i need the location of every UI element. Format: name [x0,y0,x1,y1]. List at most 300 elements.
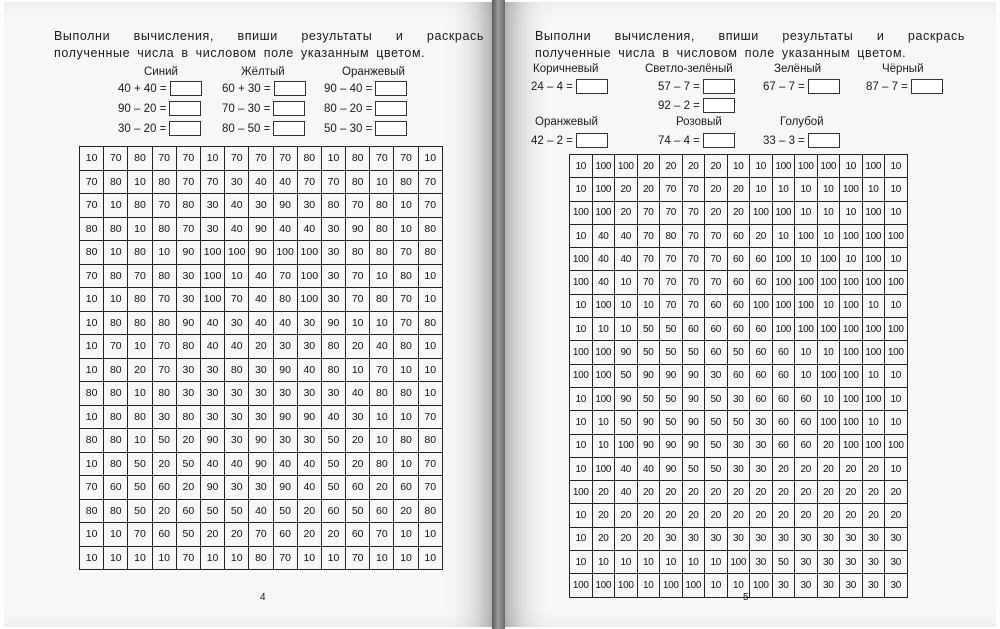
grid-cell[interactable]: 70 [273,264,297,288]
grid-cell[interactable]: 80 [104,452,128,476]
grid-cell[interactable]: 80 [128,405,152,429]
grid-cell[interactable]: 10 [128,335,152,359]
grid-cell[interactable]: 70 [418,476,442,500]
grid-cell[interactable]: 60 [795,411,818,434]
grid-cell[interactable]: 10 [840,248,863,271]
grid-cell[interactable]: 30 [817,574,840,597]
grid-cell[interactable]: 100 [840,294,863,317]
grid-cell[interactable]: 60 [727,294,750,317]
grid-cell[interactable]: 30 [200,194,224,218]
grid-cell[interactable]: 30 [682,527,705,550]
grid-cell[interactable]: 10 [637,551,660,574]
grid-cell[interactable]: 80 [418,311,442,335]
grid-cell[interactable]: 40 [200,335,224,359]
grid-cell[interactable]: 100 [592,574,615,597]
grid-cell[interactable]: 100 [772,318,795,341]
grid-cell[interactable]: 100 [862,434,885,457]
grid-cell[interactable]: 50 [321,452,345,476]
grid-cell[interactable]: 80 [249,546,273,570]
grid-cell[interactable]: 20 [297,523,321,547]
grid-cell[interactable]: 90 [321,311,345,335]
grid-cell[interactable]: 50 [660,318,683,341]
grid-cell[interactable]: 20 [592,504,615,527]
grid-cell[interactable]: 100 [840,178,863,201]
grid-cell[interactable]: 30 [885,574,908,597]
grid-cell[interactable]: 10 [862,364,885,387]
grid-cell[interactable]: 100 [592,178,615,201]
grid-cell[interactable]: 100 [840,341,863,364]
grid-cell[interactable]: 100 [840,224,863,247]
grid-cell[interactable]: 50 [152,429,176,453]
grid-cell[interactable]: 70 [637,224,660,247]
grid-cell[interactable]: 80 [128,241,152,265]
grid-cell[interactable]: 10 [418,264,442,288]
grid-cell[interactable]: 20 [615,527,638,550]
grid-cell[interactable]: 80 [104,382,128,406]
grid-cell[interactable]: 10 [104,546,128,570]
grid-cell[interactable]: 40 [592,248,615,271]
grid-cell[interactable]: 100 [795,224,818,247]
grid-cell[interactable]: 10 [885,248,908,271]
grid-cell[interactable]: 80 [370,452,394,476]
grid-cell[interactable]: 30 [321,382,345,406]
grid-cell[interactable]: 80 [176,335,200,359]
grid-cell[interactable]: 10 [128,217,152,241]
grid-cell[interactable]: 10 [80,452,104,476]
grid-cell[interactable]: 80 [152,170,176,194]
grid-cell[interactable]: 100 [840,434,863,457]
grid-cell[interactable]: 100 [885,224,908,247]
grid-cell[interactable]: 80 [128,311,152,335]
grid-cell[interactable]: 10 [795,178,818,201]
answer-box[interactable] [170,81,202,96]
grid-cell[interactable]: 80 [321,335,345,359]
grid-cell[interactable]: 40 [273,311,297,335]
grid-cell[interactable]: 70 [637,201,660,224]
grid-cell[interactable]: 10 [727,574,750,597]
grid-cell[interactable]: 10 [394,405,418,429]
grid-cell[interactable]: 10 [570,318,593,341]
grid-cell[interactable]: 10 [772,178,795,201]
grid-cell[interactable]: 20 [817,434,840,457]
grid-cell[interactable]: 50 [637,387,660,410]
grid-cell[interactable]: 20 [840,481,863,504]
grid-cell[interactable]: 70 [80,476,104,500]
grid-cell[interactable]: 90 [637,411,660,434]
grid-cell[interactable]: 20 [840,457,863,480]
grid-cell[interactable]: 30 [297,382,321,406]
grid-cell[interactable]: 10 [772,224,795,247]
grid-cell[interactable]: 50 [772,551,795,574]
grid-cell[interactable]: 90 [346,217,370,241]
grid-cell[interactable]: 80 [80,429,104,453]
grid-cell[interactable]: 60 [705,341,728,364]
grid-cell[interactable]: 80 [394,264,418,288]
grid-cell[interactable]: 70 [152,335,176,359]
grid-cell[interactable]: 10 [885,411,908,434]
grid-cell[interactable]: 100 [772,248,795,271]
grid-cell[interactable]: 100 [750,201,773,224]
grid-cell[interactable]: 100 [592,155,615,178]
grid-cell[interactable]: 70 [152,288,176,312]
grid-cell[interactable]: 30 [321,241,345,265]
grid-cell[interactable]: 60 [772,387,795,410]
grid-cell[interactable]: 90 [200,476,224,500]
grid-cell[interactable]: 80 [321,358,345,382]
grid-cell[interactable]: 20 [637,155,660,178]
grid-cell[interactable]: 70 [660,178,683,201]
grid-cell[interactable]: 90 [660,364,683,387]
grid-cell[interactable]: 40 [615,481,638,504]
grid-cell[interactable]: 30 [817,527,840,550]
grid-cell[interactable]: 30 [772,527,795,550]
grid-cell[interactable]: 80 [346,241,370,265]
grid-cell[interactable]: 50 [660,411,683,434]
grid-cell[interactable]: 10 [80,311,104,335]
grid-cell[interactable]: 50 [705,387,728,410]
grid-cell[interactable]: 30 [750,411,773,434]
grid-cell[interactable]: 20 [615,201,638,224]
grid-cell[interactable]: 70 [682,224,705,247]
grid-cell[interactable]: 80 [370,217,394,241]
grid-cell[interactable]: 100 [570,364,593,387]
grid-cell[interactable]: 30 [297,335,321,359]
grid-cell[interactable]: 50 [346,499,370,523]
answer-box[interactable] [273,101,305,116]
grid-cell[interactable]: 20 [152,452,176,476]
grid-cell[interactable]: 30 [840,574,863,597]
grid-cell[interactable]: 10 [370,429,394,453]
grid-cell[interactable]: 60 [750,271,773,294]
grid-cell[interactable]: 80 [346,170,370,194]
grid-cell[interactable]: 60 [321,499,345,523]
grid-cell[interactable]: 70 [128,264,152,288]
grid-cell[interactable]: 30 [817,551,840,574]
grid-cell[interactable]: 20 [200,523,224,547]
grid-cell[interactable]: 70 [80,194,104,218]
grid-cell[interactable]: 60 [152,476,176,500]
grid-cell[interactable]: 100 [570,574,593,597]
grid-cell[interactable]: 40 [637,457,660,480]
grid-cell[interactable]: 10 [615,318,638,341]
grid-cell[interactable]: 10 [885,201,908,224]
grid-cell[interactable]: 90 [273,194,297,218]
grid-cell[interactable]: 10 [346,358,370,382]
grid-cell[interactable]: 10 [297,546,321,570]
grid-cell[interactable]: 50 [128,476,152,500]
grid-cell[interactable]: 10 [885,387,908,410]
grid-cell[interactable]: 50 [637,318,660,341]
grid-cell[interactable]: 100 [795,271,818,294]
grid-cell[interactable]: 80 [104,499,128,523]
grid-cell[interactable]: 30 [225,405,249,429]
grid-cell[interactable]: 30 [862,527,885,550]
grid-cell[interactable]: 10 [394,452,418,476]
grid-cell[interactable]: 70 [80,170,104,194]
grid-cell[interactable]: 10 [128,382,152,406]
grid-cell[interactable]: 10 [80,335,104,359]
grid-cell[interactable]: 20 [128,358,152,382]
grid-cell[interactable]: 30 [862,551,885,574]
grid-cell[interactable]: 100 [682,574,705,597]
grid-cell[interactable]: 30 [750,434,773,457]
grid-cell[interactable]: 60 [727,271,750,294]
grid-cell[interactable]: 50 [637,341,660,364]
grid-cell[interactable]: 90 [200,429,224,453]
grid-cell[interactable]: 30 [249,476,273,500]
grid-cell[interactable]: 20 [885,504,908,527]
grid-cell[interactable]: 70 [346,546,370,570]
grid-cell[interactable]: 40 [249,264,273,288]
grid-cell[interactable]: 30 [225,170,249,194]
grid-cell[interactable]: 20 [862,481,885,504]
grid-cell[interactable]: 100 [570,481,593,504]
grid-cell[interactable]: 90 [660,457,683,480]
grid-cell[interactable]: 20 [862,504,885,527]
grid-cell[interactable]: 60 [104,476,128,500]
grid-cell[interactable]: 100 [862,201,885,224]
grid-cell[interactable]: 70 [370,523,394,547]
grid-cell[interactable]: 30 [750,551,773,574]
grid-cell[interactable]: 100 [862,155,885,178]
answer-box[interactable] [274,81,306,96]
grid-cell[interactable]: 10 [80,405,104,429]
grid-cell[interactable]: 50 [615,411,638,434]
grid-cell[interactable]: 20 [705,155,728,178]
grid-cell[interactable]: 10 [104,241,128,265]
grid-cell[interactable]: 90 [176,311,200,335]
grid-cell[interactable]: 40 [273,170,297,194]
grid-cell[interactable]: 80 [104,405,128,429]
grid-cell[interactable]: 20 [615,178,638,201]
grid-cell[interactable]: 20 [772,481,795,504]
grid-cell[interactable]: 80 [104,217,128,241]
grid-cell[interactable]: 10 [200,147,224,171]
grid-cell[interactable]: 20 [682,155,705,178]
grid-cell[interactable]: 90 [176,241,200,265]
grid-cell[interactable]: 100 [592,341,615,364]
grid-cell[interactable]: 80 [297,147,321,171]
answer-box[interactable] [703,79,735,94]
grid-cell[interactable]: 80 [104,429,128,453]
grid-cell[interactable]: 20 [297,499,321,523]
grid-cell[interactable]: 10 [418,288,442,312]
grid-cell[interactable]: 70 [152,358,176,382]
grid-cell[interactable]: 30 [750,527,773,550]
grid-cell[interactable]: 70 [418,452,442,476]
grid-cell[interactable]: 90 [273,405,297,429]
grid-cell[interactable]: 70 [128,523,152,547]
grid-cell[interactable]: 70 [682,201,705,224]
grid-cell[interactable]: 30 [249,358,273,382]
grid-cell[interactable]: 20 [346,335,370,359]
grid-cell[interactable]: 10 [615,294,638,317]
grid-cell[interactable]: 40 [225,217,249,241]
grid-cell[interactable]: 80 [152,311,176,335]
grid-cell[interactable]: 30 [249,405,273,429]
grid-cell[interactable]: 10 [795,341,818,364]
grid-cell[interactable]: 30 [176,358,200,382]
grid-cell[interactable]: 40 [297,452,321,476]
grid-cell[interactable]: 50 [128,452,152,476]
grid-cell[interactable]: 50 [321,476,345,500]
grid-cell[interactable]: 100 [885,318,908,341]
grid-cell[interactable]: 50 [176,523,200,547]
grid-cell[interactable]: 80 [176,194,200,218]
grid-cell[interactable]: 40 [273,452,297,476]
grid-cell[interactable]: 50 [705,434,728,457]
grid-cell[interactable]: 70 [418,405,442,429]
grid-cell[interactable]: 70 [176,546,200,570]
grid-cell[interactable]: 80 [104,264,128,288]
grid-cell[interactable]: 10 [817,178,840,201]
grid-cell[interactable]: 30 [862,574,885,597]
grid-cell[interactable]: 100 [817,364,840,387]
grid-cell[interactable]: 30 [297,311,321,335]
grid-cell[interactable]: 10 [705,551,728,574]
grid-cell[interactable]: 40 [615,224,638,247]
grid-cell[interactable]: 100 [772,201,795,224]
grid-cell[interactable]: 30 [152,405,176,429]
grid-cell[interactable]: 80 [128,147,152,171]
answer-box[interactable] [703,98,735,113]
grid-cell[interactable]: 10 [370,264,394,288]
grid-cell[interactable]: 70 [321,170,345,194]
grid-cell[interactable]: 100 [817,155,840,178]
grid-cell[interactable]: 50 [682,341,705,364]
answer-box[interactable] [911,79,943,94]
grid-cell[interactable]: 100 [817,411,840,434]
grid-cell[interactable]: 60 [772,341,795,364]
grid-cell[interactable]: 10 [570,504,593,527]
grid-cell[interactable]: 10 [321,147,345,171]
grid-cell[interactable]: 30 [176,288,200,312]
grid-cell[interactable]: 30 [273,382,297,406]
grid-cell[interactable]: 90 [249,241,273,265]
grid-cell[interactable]: 100 [570,271,593,294]
grid-cell[interactable]: 70 [152,194,176,218]
grid-cell[interactable]: 100 [862,248,885,271]
grid-cell[interactable]: 10 [660,551,683,574]
grid-cell[interactable]: 30 [273,335,297,359]
grid-cell[interactable]: 20 [727,481,750,504]
grid-cell[interactable]: 80 [104,358,128,382]
grid-cell[interactable]: 20 [225,523,249,547]
grid-cell[interactable]: 90 [615,341,638,364]
grid-cell[interactable]: 10 [885,178,908,201]
grid-cell[interactable]: 40 [297,358,321,382]
grid-cell[interactable]: 80 [346,147,370,171]
grid-cell[interactable]: 30 [297,194,321,218]
grid-cell[interactable]: 10 [570,457,593,480]
grid-cell[interactable]: 30 [705,527,728,550]
grid-cell[interactable]: 10 [840,201,863,224]
grid-cell[interactable]: 70 [682,248,705,271]
grid-cell[interactable]: 70 [225,288,249,312]
grid-cell[interactable]: 40 [249,499,273,523]
grid-cell[interactable]: 10 [418,335,442,359]
grid-cell[interactable]: 20 [795,457,818,480]
grid-cell[interactable]: 20 [750,504,773,527]
grid-cell[interactable]: 50 [727,341,750,364]
grid-cell[interactable]: 20 [772,457,795,480]
grid-cell[interactable]: 20 [682,481,705,504]
grid-cell[interactable]: 50 [200,499,224,523]
grid-cell[interactable]: 20 [817,481,840,504]
grid-cell[interactable]: 70 [394,241,418,265]
grid-cell[interactable]: 90 [682,364,705,387]
grid-cell[interactable]: 80 [152,382,176,406]
grid-cell[interactable]: 40 [273,217,297,241]
grid-cell[interactable]: 20 [750,481,773,504]
grid-cell[interactable]: 10 [128,546,152,570]
grid-cell[interactable]: 10 [80,523,104,547]
grid-cell[interactable]: 10 [727,155,750,178]
grid-cell[interactable]: 30 [225,476,249,500]
grid-cell[interactable]: 90 [682,387,705,410]
grid-cell[interactable]: 40 [346,382,370,406]
grid-cell[interactable]: 100 [297,288,321,312]
grid-cell[interactable]: 10 [592,318,615,341]
grid-cell[interactable]: 80 [176,405,200,429]
grid-cell[interactable]: 30 [840,551,863,574]
grid-cell[interactable]: 80 [104,170,128,194]
grid-cell[interactable]: 10 [592,434,615,457]
grid-cell[interactable]: 70 [682,178,705,201]
grid-cell[interactable]: 70 [394,147,418,171]
grid-cell[interactable]: 100 [592,294,615,317]
grid-cell[interactable]: 40 [592,271,615,294]
grid-cell[interactable]: 100 [772,294,795,317]
grid-cell[interactable]: 10 [570,527,593,550]
grid-cell[interactable]: 10 [321,546,345,570]
grid-cell[interactable]: 20 [637,178,660,201]
grid-cell[interactable]: 20 [705,178,728,201]
grid-cell[interactable]: 20 [637,527,660,550]
grid-cell[interactable]: 10 [80,358,104,382]
grid-cell[interactable]: 30 [885,527,908,550]
grid-cell[interactable]: 10 [418,546,442,570]
grid-cell[interactable]: 70 [104,335,128,359]
grid-cell[interactable]: 50 [682,457,705,480]
grid-cell[interactable]: 30 [297,429,321,453]
grid-cell[interactable]: 50 [660,387,683,410]
grid-cell[interactable]: 10 [152,546,176,570]
grid-cell[interactable]: 60 [795,387,818,410]
grid-cell[interactable]: 70 [682,271,705,294]
grid-cell[interactable]: 80 [152,264,176,288]
grid-cell[interactable]: 70 [637,271,660,294]
grid-cell[interactable]: 100 [817,248,840,271]
grid-cell[interactable]: 100 [817,271,840,294]
grid-cell[interactable]: 80 [321,194,345,218]
grid-cell[interactable]: 70 [418,194,442,218]
grid-cell[interactable]: 40 [200,311,224,335]
grid-cell[interactable]: 10 [817,294,840,317]
grid-cell[interactable]: 20 [592,481,615,504]
grid-cell[interactable]: 20 [637,504,660,527]
grid-cell[interactable]: 100 [570,201,593,224]
grid-cell[interactable]: 20 [346,429,370,453]
grid-cell[interactable]: 30 [200,382,224,406]
grid-cell[interactable]: 10 [637,294,660,317]
grid-cell[interactable]: 100 [862,318,885,341]
grid-cell[interactable]: 70 [249,147,273,171]
grid-cell[interactable]: 30 [176,382,200,406]
grid-cell[interactable]: 10 [570,434,593,457]
grid-cell[interactable]: 100 [615,434,638,457]
grid-cell[interactable]: 100 [885,341,908,364]
